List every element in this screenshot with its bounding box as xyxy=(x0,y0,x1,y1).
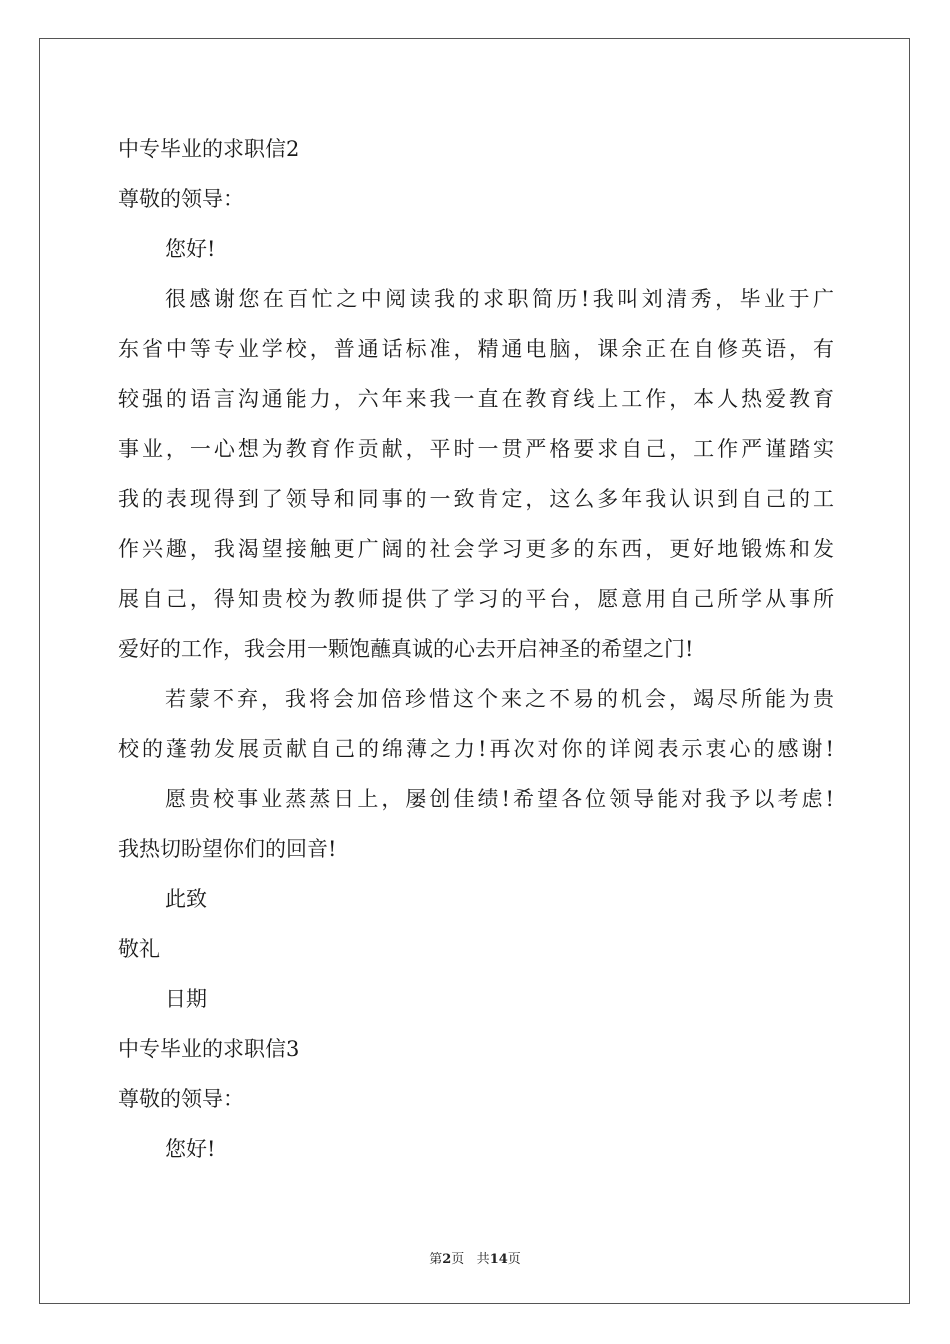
paragraph-line: 愿贵校事业蒸蒸日上，屡创佳绩!希望各位领导能对我予以考虑! xyxy=(165,787,834,811)
footer-total-pages: 14 xyxy=(489,1252,508,1267)
paragraph-line: 我热切盼望你们的回音! xyxy=(118,837,337,861)
footer-total-suffix: 页 xyxy=(507,1252,521,1267)
greeting: 您好! xyxy=(165,1137,216,1161)
paragraph-line: 较强的语言沟通能力，六年来我一直在教育线上工作，本人热爱教育 xyxy=(118,387,834,411)
greeting: 您好! xyxy=(165,237,216,261)
footer-total-prefix: 共 xyxy=(476,1252,490,1267)
closing-salute: 敬礼 xyxy=(118,937,160,961)
closing: 此致 xyxy=(165,887,207,911)
salutation: 尊敬的领导： xyxy=(118,187,244,211)
paragraph-line: 很感谢您在百忙之中阅读我的求职简历!我叫刘清秀，毕业于广 xyxy=(165,287,834,311)
footer-page-number: 2 xyxy=(442,1252,452,1267)
paragraph-line: 若蒙不弃，我将会加倍珍惜这个来之不易的机会，竭尽所能为贵 xyxy=(165,687,834,711)
heading-letter-2: 中专毕业的求职信2 xyxy=(118,137,300,161)
heading-letter-3: 中专毕业的求职信3 xyxy=(118,1037,300,1061)
date-label: 日期 xyxy=(165,987,207,1011)
paragraph-line: 校的蓬勃发展贡献自己的绵薄之力!再次对你的详阅表示衷心的感谢! xyxy=(118,737,834,761)
page-footer xyxy=(0,1248,950,1267)
paragraph-line: 作兴趣，我渴望接触更广阔的社会学习更多的东西，更好地锻炼和发 xyxy=(118,537,834,561)
footer-page-suffix: 页 xyxy=(451,1252,465,1267)
paragraph-line: 展自己，得知贵校为教师提供了学习的平台，愿意用自己所学从事所 xyxy=(118,587,834,611)
paragraph-line: 爱好的工作，我会用一颗饱蘸真诚的心去开启神圣的希望之门! xyxy=(118,637,694,661)
letter-body xyxy=(118,124,834,1174)
paragraph-line: 事业，一心想为教育作贡献，平时一贯严格要求自己，工作严谨踏实 xyxy=(118,437,834,461)
footer-prefix: 第 xyxy=(429,1252,443,1267)
salutation: 尊敬的领导： xyxy=(118,1087,244,1111)
paragraph-line: 我的表现得到了领导和同事的一致肯定，这么多年我认识到自己的工 xyxy=(118,487,834,511)
paragraph-line: 东省中等专业学校，普通话标准，精通电脑，课余正在自修英语，有 xyxy=(118,337,834,361)
